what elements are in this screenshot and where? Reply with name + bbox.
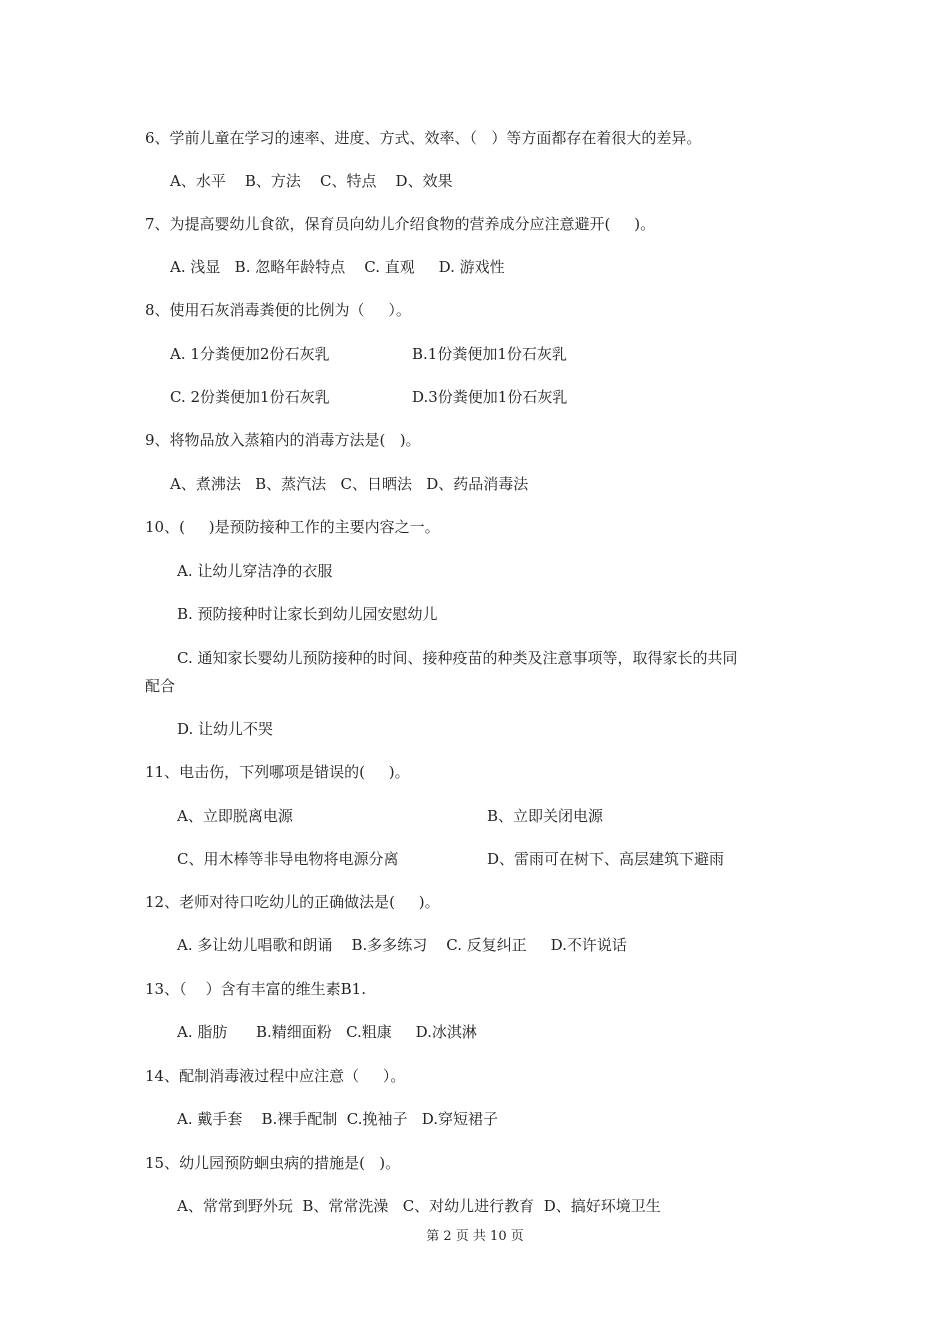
question-12-stem: 12、老师对待口吃幼儿的正确做法是( )。 <box>145 893 440 911</box>
question-10-option-c: C. 通知家长婴幼儿预防接种的时间、接种疫苗的种类及注意事项等，取得家长的共同 <box>177 649 738 667</box>
question-15-options: A、常常到野外玩 B、常常洗澡 C、对幼儿进行教育 D、搞好环境卫生 <box>177 1197 661 1215</box>
question-12-options: A. 多让幼儿唱歌和朗诵 B.多多练习 C. 反复纠正 D.不许说话 <box>177 936 627 954</box>
question-11-option-d: D、雷雨可在树下、高层建筑下避雨 <box>487 850 725 868</box>
question-11-option-c: C、用木棒等非导电物将电源分离 <box>177 850 399 868</box>
question-7-stem: 7、为提高婴幼儿食欲，保育员向幼儿介绍食物的营养成分应注意避开( )。 <box>145 215 656 233</box>
question-8-option-b: B.1份粪便加1份石灰乳 <box>412 345 567 363</box>
question-10-option-b: B. 预防接种时让家长到幼儿园安慰幼儿 <box>177 605 438 623</box>
question-15-stem: 15、幼儿园预防蛔虫病的措施是( )。 <box>145 1154 401 1172</box>
question-9-stem: 9、将物品放入蒸箱内的消毒方法是( )。 <box>145 431 421 449</box>
question-8-option-d: D.3份粪便加1份石灰乳 <box>412 388 568 406</box>
question-8-option-a: A. 1分粪便加2份石灰乳 <box>170 345 330 363</box>
question-14-options: A. 戴手套 B.裸手配制 C.挽袖子 D.穿短裙子 <box>177 1110 499 1128</box>
question-11-stem: 11、电击伤，下列哪项是错误的( )。 <box>145 763 410 781</box>
question-14-stem: 14、配制消毒液过程中应注意（ ）。 <box>145 1067 406 1085</box>
question-6-stem: 6、学前儿童在学习的速率、进度、方式、效率、（ ）等方面都存在着很大的差异。 <box>145 129 702 147</box>
question-8-option-c: C. 2份粪便加1份石灰乳 <box>170 388 330 406</box>
question-10-option-c-continued: 配合 <box>145 677 176 695</box>
question-8-stem: 8、使用石灰消毒粪便的比例为（ ）。 <box>145 301 411 319</box>
question-13-options: A. 脂肪 B.精细面粉 C.粗康 D.冰淇淋 <box>177 1023 477 1041</box>
question-13-stem: 13、（ ）含有丰富的维生素B1. <box>145 980 366 998</box>
question-11-option-a: A、立即脱离电源 <box>177 807 293 825</box>
question-6-options: A、水平 B、方法 C、特点 D、效果 <box>170 172 453 190</box>
question-10-option-a: A. 让幼儿穿洁净的衣服 <box>177 562 333 580</box>
question-10-option-d: D. 让幼儿不哭 <box>177 720 274 738</box>
question-9-options: A、煮沸法 B、蒸汽法 C、日晒法 D、药品消毒法 <box>170 475 529 493</box>
page-number-footer: 第 2 页 共 10 页 <box>426 1229 524 1244</box>
question-11-option-b: B、立即关闭电源 <box>487 807 604 825</box>
question-10-stem: 10、( )是预防接种工作的主要内容之一。 <box>145 518 440 536</box>
question-7-options: A. 浅显 B. 忽略年龄特点 C. 直观 D. 游戏性 <box>170 258 505 276</box>
